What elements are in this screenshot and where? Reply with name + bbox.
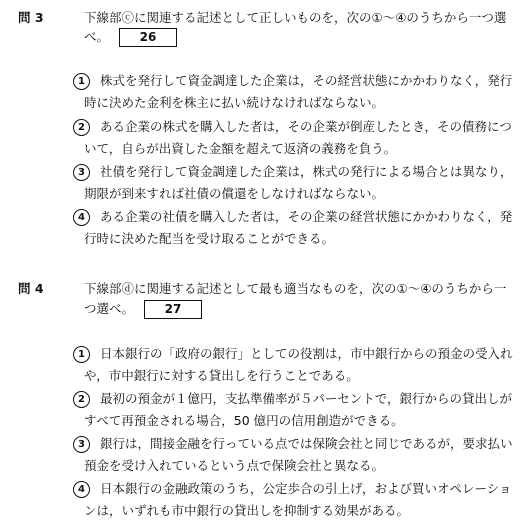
option-text-line-2: 時に決めた金利を株主に払い続けなければならない。: [84, 95, 385, 110]
question-4-stem-line-1: 下線部ⓓに関連する記述として最も適当なものを，次の①～④のうちから一: [84, 281, 507, 296]
option-number-circle: 4: [73, 209, 90, 226]
option-number-circle: 2: [73, 391, 90, 408]
answer-box-26[interactable]: 26: [119, 28, 177, 47]
option-text-line-2: すべて再預金される場合，50 億円の信用創造ができる。: [84, 413, 404, 428]
option-text-line-1: ある企業の社債を購入した者は，その企業の経営状態にかかわりなく，発: [100, 209, 513, 224]
option-text-line-2: いて，自らが出資した金額を超えて返済の義務を負う。: [84, 141, 397, 156]
option-text-line-1: 株式を発行して資金調達した企業は，その経営状態にかかわりなく，発行: [100, 73, 513, 88]
option-number-circle: 3: [73, 436, 90, 453]
option-number-circle: 2: [73, 119, 90, 136]
answer-box-27[interactable]: 27: [144, 300, 202, 319]
option-number-circle: 1: [73, 346, 90, 363]
option-text-line-1: 社債を発行して資金調達した企業は，株式の発行による場合とは異なり，: [100, 164, 513, 179]
option-text-line-1: 日本銀行の金融政策のうち，公定歩合の引上げ，および買いオペレーショ: [100, 481, 512, 496]
question-4-stem-line-2: つ選べ。: [84, 301, 135, 316]
question-3-stem-line-2-row: [84, 28, 177, 47]
question-4-label: 問 4: [18, 281, 44, 296]
option-number-circle: 4: [73, 481, 90, 498]
option-number-circle: 1: [73, 73, 90, 90]
option-text-line-1: 銀行は，間接金融を行っている点では保険会社と同じであるが，要求払い: [100, 436, 513, 451]
option-text-line-1: 日本銀行の「政府の銀行」としての役割は，市中銀行からの預金の受入れ: [100, 346, 513, 361]
question-3-stem-line-2: べ。: [84, 29, 110, 44]
option-text-line-2: ンは，いずれも市中銀行の貸出しを抑制する効果がある。: [84, 503, 410, 518]
question-3-stem-line-1: 下線部ⓒに関連する記述として正しいものを，次の①～④のうちから一つ選: [84, 10, 507, 25]
option-text-line-1: 最初の預金が１億円，支払準備率が５パーセントで，銀行からの貸出しが: [100, 391, 513, 406]
option-text-line-1: ある企業の株式を購入した者は，その企業が倒産したとき，その債務につ: [100, 119, 512, 134]
option-number-circle: 3: [73, 164, 90, 181]
option-text-line-2: 預金を受け入れているという点で保険会社と異なる。: [84, 458, 385, 473]
question-4-header: [18, 280, 506, 298]
option-text-line-2: 期限が到来すれば社債の償還をしなければならない。: [84, 186, 385, 201]
question-4-stem-line-2-row: [84, 300, 202, 319]
question-3-label: 問 3: [18, 10, 44, 25]
option-text-line-2: や，市中銀行に対する貸出しを行うことである。: [84, 368, 359, 383]
question-3-header: [18, 9, 506, 27]
option-text-line-2: 行時に決めた配当を受け取ることができる。: [84, 231, 335, 246]
